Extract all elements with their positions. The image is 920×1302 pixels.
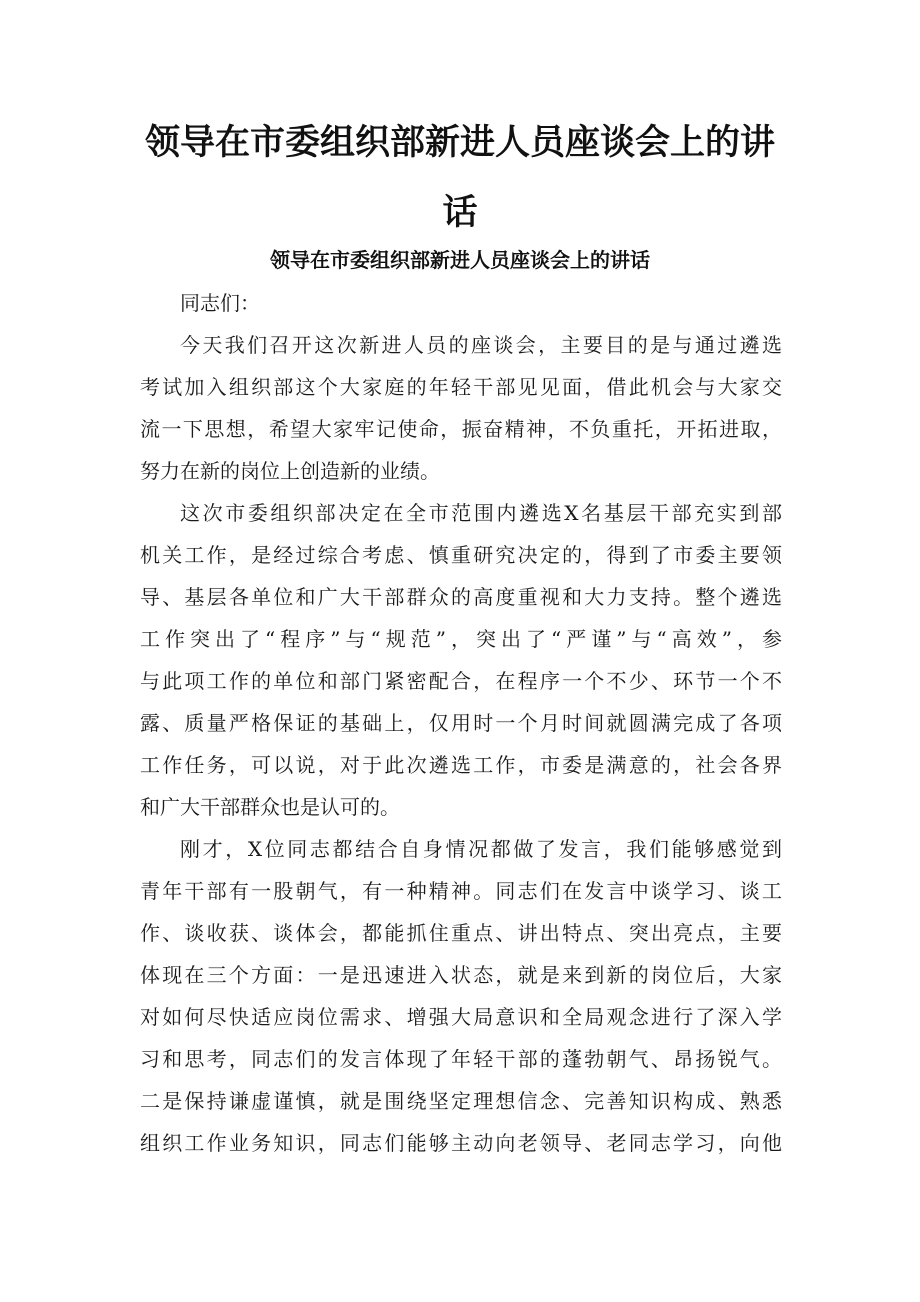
salutation: 同志们：	[180, 291, 260, 315]
paragraph-line: 机关工作，是经过综合考虑、慎重研究决定的，得到了市委主要领	[140, 543, 782, 567]
title-line-2: 话	[442, 193, 478, 233]
paragraph	[140, 324, 782, 492]
paragraph-line: 露、质量严格保证的基础上，仅用时一个月时间就圆满完成了各项	[140, 711, 782, 735]
paragraph-line: 流一下思想，希望大家牢记使命，振奋精神，不负重托，开拓进取，	[140, 417, 782, 441]
paragraph-line: 工作任务，可以说，对于此次遴选工作，市委是满意的，社会各界	[140, 753, 782, 777]
paragraph	[140, 492, 782, 828]
paragraph-line: 努力在新的岗位上创造新的业绩。	[140, 459, 440, 483]
paragraph-line: 导、基层各单位和广大干部群众的高度重视和大力支持。整个遴选	[140, 585, 782, 609]
paragraph-line: 二是保持谦虚谨慎，就是围绕坚定理想信念、完善知识构成、熟悉	[140, 1089, 782, 1113]
document-body	[140, 282, 782, 1164]
document-title	[140, 108, 780, 248]
paragraph-line: 和广大干部群众也是认可的。	[140, 795, 400, 819]
title-line-1: 领导在市委组织部新进人员座谈会上的讲	[144, 123, 775, 163]
paragraph-line: 刚才，X位同志都结合自身情况都做了发言，我们能够感觉到	[180, 837, 782, 861]
paragraph-line: 对如何尽快适应岗位需求、增强大局意识和全局观念进行了深入学	[140, 1005, 782, 1029]
paragraph-line: 组织工作业务知识，同志们能够主动向老领导、老同志学习，向他	[140, 1131, 782, 1155]
paragraph-line: 体现在三个方面：一是迅速进入状态，就是来到新的岗位后，大家	[140, 963, 782, 987]
document-subtitle: 领导在市委组织部新进人员座谈会上的讲话	[270, 248, 650, 272]
paragraph	[140, 828, 782, 1164]
paragraph-line: 与此项工作的单位和部门紧密配合，在程序一个不少、环节一个不	[140, 669, 782, 693]
paragraph-line: 考试加入组织部这个大家庭的年轻干部见见面，借此机会与大家交	[140, 375, 782, 399]
paragraph-line: 青年干部有一股朝气，有一种精神。同志们在发言中谈学习、谈工	[140, 879, 782, 903]
paragraph-line: 习和思考，同志们的发言体现了年轻干部的蓬勃朝气、昂扬锐气。	[140, 1047, 782, 1071]
paragraph-line: 今天我们召开这次新进人员的座谈会，主要目的是与通过遴选	[180, 333, 782, 357]
paragraph-line: 这次市委组织部决定在全市范围内遴选X名基层干部充实到部	[180, 501, 782, 525]
paragraph-line: 工作突出了“程序”与“规范”，突出了“严谨”与“高效”，参	[140, 627, 782, 651]
paragraph-line: 作、谈收获、谈体会，都能抓住重点、讲出特点、突出亮点，主要	[140, 921, 782, 945]
